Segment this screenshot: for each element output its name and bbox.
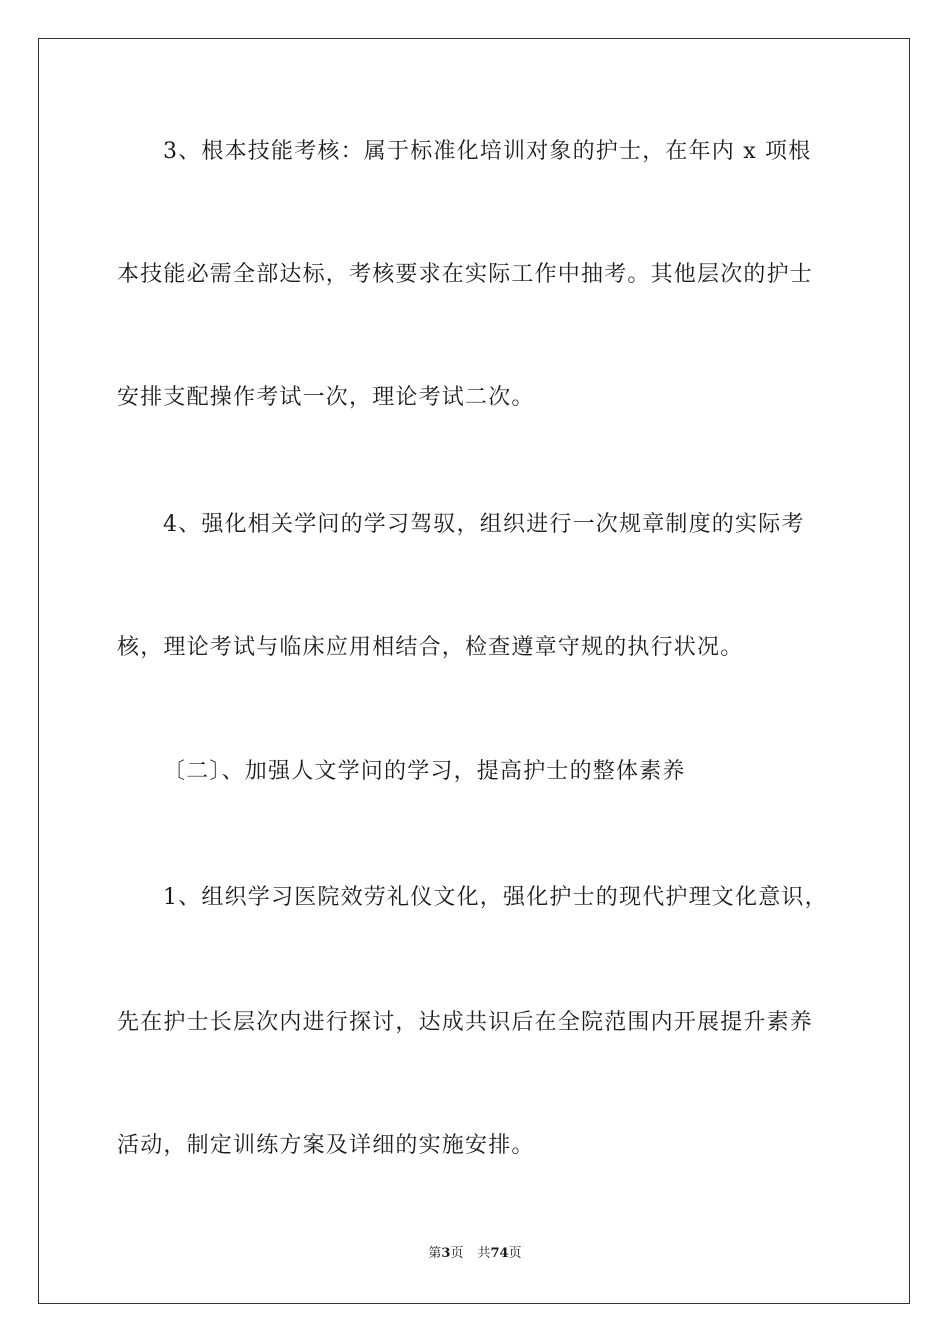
paragraph-line: 3、根本技能考核：属于标准化培训对象的护士，在年内 x 项根 <box>163 139 812 164</box>
total-pages: 74 <box>490 1246 509 1261</box>
paragraph-line: 核，理论考试与临床应用相结合，检查遵章守规的执行状况。 <box>117 635 744 660</box>
page-number: 3 <box>441 1246 451 1261</box>
paragraph-line: 本技能必需全部达标，考核要求在实际工作中抽考。其他层次的护士 <box>117 262 814 287</box>
page-footer <box>0 1245 950 1263</box>
paragraph-line: 1、组织学习医院效劳礼仪文化，强化护士的现代护理文化意识， <box>163 885 828 910</box>
page-border <box>38 38 910 1304</box>
page-suffix: 页 <box>450 1246 464 1261</box>
paragraph-line: 安排支配操作考试一次，理论考试二次。 <box>117 385 535 410</box>
total-suffix: 页 <box>508 1246 522 1261</box>
total-prefix: 共 <box>477 1246 491 1261</box>
paragraph-line: 活动，制定训练方案及详细的实施安排。 <box>117 1133 535 1158</box>
paragraph-line: 先在护士长层次内进行探讨，达成共识后在全院范围内开展提升素养 <box>117 1010 814 1035</box>
page-prefix: 第 <box>428 1246 442 1261</box>
paragraph-line: 4、强化相关学问的学习驾驭，组织进行一次规章制度的实际考 <box>163 512 805 537</box>
section-heading: 〔二〕、加强人文学问的学习，提高护士的整体素养 <box>163 759 686 784</box>
